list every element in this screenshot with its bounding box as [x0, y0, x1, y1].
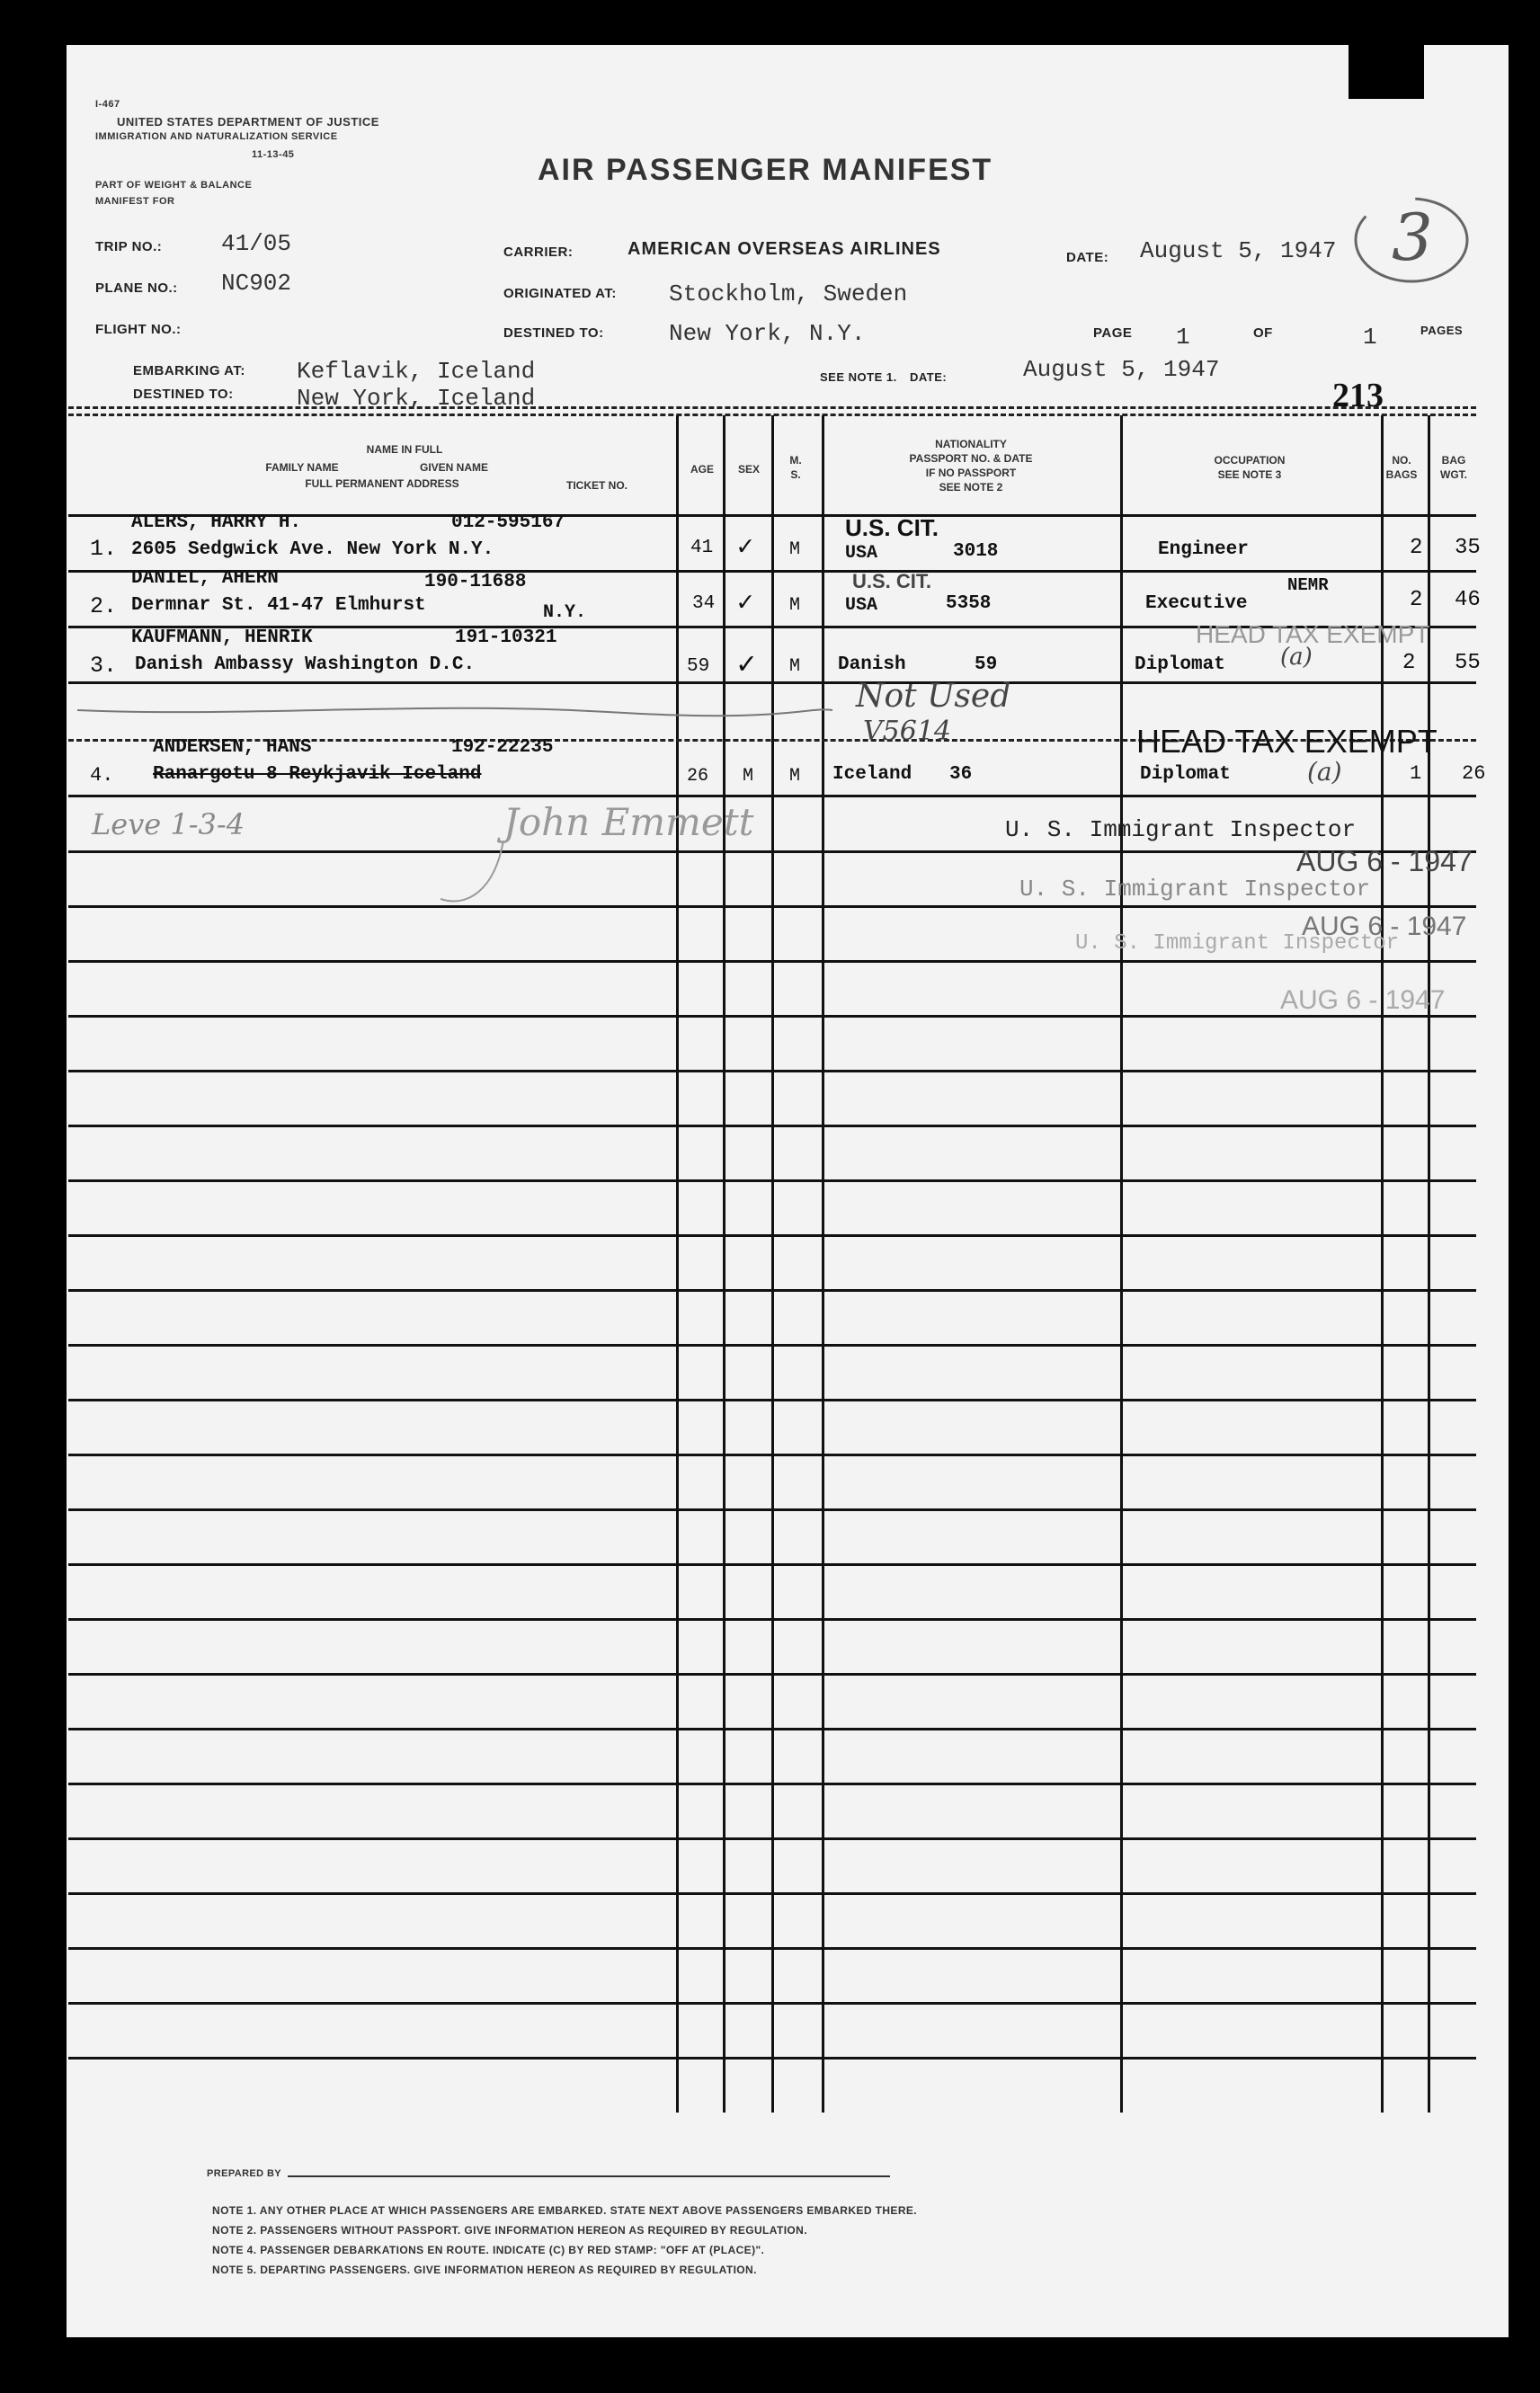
row-number: 1. — [90, 536, 118, 562]
file-mark-circle — [1349, 191, 1483, 289]
col-name-heading: NAME IN FULL — [366, 443, 443, 456]
passenger-passport: 59 — [975, 654, 998, 675]
passenger-sex: ✓ — [737, 533, 754, 564]
passenger-bags: 1 — [1410, 762, 1422, 785]
col-bags: NO. BAGS — [1385, 454, 1418, 481]
margin-note: Leve 1-3-4 — [92, 807, 245, 841]
vrule-bags — [1381, 415, 1384, 2113]
passenger-ticket: 192-22235 — [451, 737, 554, 758]
row-rule — [68, 1344, 1476, 1347]
passenger-ticket: 012-595167 — [451, 512, 565, 533]
passenger-occupation: Executive — [1145, 593, 1248, 614]
row-rule — [68, 1783, 1476, 1785]
occupation-note: (a) — [1280, 644, 1313, 671]
row-rule — [68, 570, 1476, 573]
passenger-sex: ✓ — [737, 589, 754, 619]
col-sex: SEX — [737, 463, 760, 476]
date: August 5, 1947 — [1140, 237, 1337, 264]
row-number: 4. — [90, 764, 114, 787]
passenger-sex: M — [743, 766, 754, 787]
passenger-nationality: Danish — [838, 654, 906, 675]
vrule-weight — [1428, 415, 1430, 2113]
binder-tab — [1349, 45, 1424, 99]
col-occupation: OCCUPATION SEE NOTE 3 — [1214, 454, 1286, 481]
date2-label: DATE: — [910, 370, 948, 384]
destined2-label: DESTINED TO: — [133, 387, 234, 402]
col-given-name: GIVEN NAME — [419, 461, 488, 474]
prepared-by-line — [288, 2175, 890, 2177]
page-number: 1 — [1176, 324, 1190, 351]
passenger-ms: M — [789, 539, 801, 560]
row-rule — [68, 1234, 1476, 1237]
row-number: 2. — [90, 593, 118, 619]
row-rule — [68, 1179, 1476, 1182]
row-rule — [68, 1837, 1476, 1840]
head-tax-stamp-faint: HEAD TAX EXEMPT — [1196, 620, 1430, 648]
embarking: Keflavik, Iceland — [297, 358, 536, 385]
trip-no: 41/05 — [221, 230, 292, 257]
note-4: NOTE 4. PASSENGER DEBARKATIONS EN ROUTE. INDICATE (C) BY RED STAMP: "OFF AT (PLACE)". — [212, 2244, 765, 2256]
passenger-sex: ✓ — [737, 649, 756, 683]
passenger-age: 59 — [687, 656, 710, 677]
note-2: NOTE 2. PASSENGERS WITHOUT PASSPORT. GIVE INFORMATION HEREON AS REQUIRED BY REGULATION. — [212, 2224, 807, 2237]
destined-label: DESTINED TO: — [503, 325, 604, 341]
form-title: AIR PASSENGER MANIFEST — [538, 153, 993, 187]
inspector-stamp-2-date: AUG 6 - 1947 — [1302, 912, 1467, 941]
row-rule — [68, 681, 1476, 684]
note-5: NOTE 5. DEPARTING PASSENGERS. GIVE INFORMATION HEREON AS REQUIRED BY REGULATION. — [212, 2264, 757, 2276]
row-number: 3. — [90, 653, 118, 679]
row-rule — [68, 1289, 1476, 1292]
page-label: PAGE — [1093, 325, 1133, 341]
col-ticket: TICKET NO. — [566, 479, 628, 492]
manifest-sheet — [67, 45, 1509, 2337]
passenger-address: Ranargotu 8 Reykjavik Iceland — [153, 764, 482, 785]
nationality-stamp: U.S. CIT. — [845, 514, 939, 541]
col-marital-status: M. S. — [789, 454, 802, 481]
passenger-nationality: USA — [845, 595, 878, 616]
head-tax-stamp: HEAD TAX EXEMPT — [1136, 723, 1438, 760]
row-rule — [68, 1015, 1476, 1018]
vrule-ms — [771, 415, 774, 2113]
row-rule — [68, 1399, 1476, 1401]
inspector-stamp-1: U. S. Immigrant Inspector — [1005, 816, 1357, 843]
passenger-address: Danish Ambassy Washington D.C. — [135, 654, 476, 675]
signature: John Emmett — [503, 800, 754, 844]
col-nationality: NATIONALITY PASSPORT NO. & DATE IF NO PASSPORT SEE NOTE 2 — [909, 438, 1033, 494]
col-age: AGE — [690, 463, 714, 476]
nationality-stamp: U.S. CIT. — [852, 570, 932, 592]
plane-no: NC902 — [221, 270, 292, 297]
passenger-bags: 2 — [1410, 588, 1423, 612]
row-rule — [68, 850, 1476, 853]
passenger-weight: 55 — [1455, 651, 1481, 675]
row-rule — [68, 2057, 1476, 2059]
occupation-note: (a) — [1307, 757, 1342, 787]
flight-no-label: FLIGHT NO.: — [95, 322, 182, 337]
part-of-line-2: MANIFEST FOR — [95, 196, 175, 207]
carrier: AMERICAN OVERSEAS AIRLINES — [628, 239, 941, 259]
inspector-stamp-1-date: AUG 6 - 1947 — [1296, 845, 1473, 877]
passenger-age: 34 — [692, 593, 716, 614]
row-rule — [68, 2002, 1476, 2005]
occupation-note: NEMR — [1287, 575, 1329, 595]
destined: New York, N.Y. — [669, 320, 866, 347]
passenger-weight: 46 — [1455, 588, 1481, 612]
not-used-note: Not Used — [856, 678, 1011, 715]
agency-line-2: IMMIGRATION AND NATURALIZATION SERVICE — [95, 131, 338, 142]
passenger-occupation: Diplomat — [1140, 764, 1231, 785]
originated-label: ORIGINATED AT: — [503, 286, 617, 301]
passenger-ms: M — [789, 595, 801, 616]
inspector-stamp-2: U. S. Immigrant Inspector — [1019, 876, 1371, 903]
passenger-weight: 35 — [1455, 536, 1481, 560]
row-rule — [68, 1892, 1476, 1895]
passenger-passport: 36 — [949, 764, 973, 785]
inspector-stamp-3-date: AUG 6 - 1947 — [1280, 985, 1446, 1015]
prepared-by-label: PREPARED BY — [207, 2168, 282, 2179]
passenger-bags: 2 — [1410, 536, 1423, 560]
row-rule — [68, 1508, 1476, 1511]
form-date: 11-13-45 — [252, 149, 295, 160]
page-stamp: 213 — [1332, 377, 1384, 414]
passenger-address-state: N.Y. — [543, 602, 587, 623]
passenger-age: 26 — [687, 766, 709, 787]
vrule-nationality — [822, 415, 824, 2113]
row-rule — [68, 1618, 1476, 1621]
destined2: New York, Iceland — [297, 385, 536, 412]
embarking-label: EMBARKING AT: — [133, 363, 245, 378]
passenger-bags: 2 — [1402, 651, 1416, 675]
strike-scribble — [68, 692, 841, 728]
part-of-line-1: PART OF WEIGHT & BALANCE — [95, 180, 253, 191]
trip-no-label: TRIP NO.: — [95, 239, 163, 254]
vrule-occupation — [1120, 415, 1123, 2113]
passenger-occupation: Engineer — [1158, 539, 1249, 560]
not-used-number: V5614 — [863, 716, 952, 747]
row-rule — [68, 960, 1476, 963]
file-mark: 3 — [1392, 200, 1433, 275]
date2: August 5, 1947 — [1023, 356, 1220, 383]
page-total: 1 — [1363, 324, 1377, 351]
passenger-ticket: 190-11688 — [424, 572, 527, 592]
passenger-ms: M — [789, 656, 801, 677]
of-label: OF — [1253, 325, 1273, 341]
col-address: FULL PERMANENT ADDRESS — [305, 477, 459, 490]
pages-label: PAGES — [1420, 324, 1464, 337]
inspector-stamp-3: U. S. Immigrant Inspector — [1075, 931, 1400, 956]
passenger-occupation: Diplomat — [1135, 654, 1225, 675]
row-rule — [68, 1454, 1476, 1456]
passenger-passport: 3018 — [953, 541, 999, 562]
row-rule — [68, 1728, 1476, 1730]
row-rule — [68, 1563, 1476, 1566]
originated: Stockholm, Sweden — [669, 280, 908, 307]
passenger-weight: 26 — [1462, 762, 1486, 785]
passenger-name: DANIEL, AHERN — [131, 568, 279, 589]
passenger-nationality: Iceland — [832, 764, 912, 785]
passenger-passport: 5358 — [946, 593, 992, 614]
form-number: I-467 — [95, 99, 120, 110]
row-rule — [68, 1125, 1476, 1127]
vrule-age — [676, 415, 679, 2113]
vrule-sex — [723, 415, 725, 2113]
note-1: NOTE 1. ANY OTHER PLACE AT WHICH PASSENGERS ARE EMBARKED. STATE NEXT ABOVE PASSENGERS EMBARKED THERE. — [212, 2204, 918, 2217]
row-rule — [68, 795, 1476, 797]
row-rule — [68, 1070, 1476, 1072]
row-rule — [68, 1947, 1476, 1950]
passenger-ticket: 191-10321 — [455, 627, 557, 648]
passenger-name: KAUFMANN, HENRIK — [131, 627, 313, 648]
passenger-ms: M — [789, 766, 801, 787]
passenger-address: Dermnar St. 41-47 Elmhurst — [131, 595, 426, 616]
passenger-nationality: USA — [845, 543, 878, 564]
see-note-1: SEE NOTE 1. — [820, 370, 897, 384]
plane-no-label: PLANE NO.: — [95, 280, 178, 296]
col-family-name: FAMILY NAME — [265, 461, 339, 474]
row-rule — [68, 905, 1476, 908]
passenger-address: 2605 Sedgwick Ave. New York N.Y. — [131, 539, 494, 560]
passenger-name: ANDERSEN, HANS — [153, 737, 312, 758]
signature-flourish — [432, 836, 539, 917]
agency-line-1: UNITED STATES DEPARTMENT OF JUSTICE — [117, 115, 379, 129]
col-bag-weight: BAG WGT. — [1440, 454, 1467, 481]
date-label: DATE: — [1066, 250, 1109, 265]
passenger-name: ALERS, HARRY H. — [131, 512, 302, 533]
passenger-age: 41 — [690, 538, 714, 558]
header-rule-top — [68, 406, 1476, 409]
carrier-label: CARRIER: — [503, 245, 574, 260]
row-rule — [68, 1673, 1476, 1676]
